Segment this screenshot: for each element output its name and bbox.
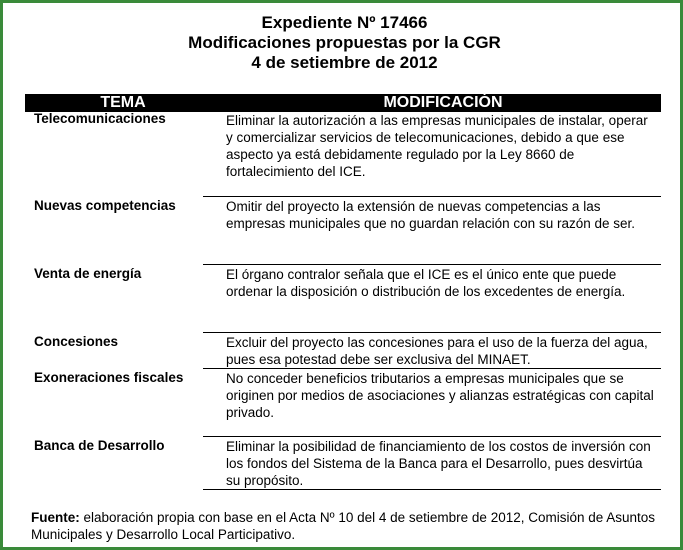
row-tema: Telecomunicaciones — [34, 111, 166, 126]
row-modificacion: Eliminar la posibilidad de financiamiento de los costos de inversión con los fondos del Sistema de la Banca para el Desarrollo, pues desvirtúa su propósito. — [226, 439, 651, 488]
row-divider — [203, 368, 661, 369]
header-tema: TEMA — [100, 94, 146, 111]
row-modificacion: Eliminar la autorización a las empresas municipales de instalar, operar y comercializar servicios de telecomunicaciones, debido a que ese aspecto ya está debidamente regulado por la Ley 8660 de fortalecimiento del ICE. — [226, 113, 648, 179]
row-tema: Concesiones — [34, 334, 119, 349]
source-label: Fuente: — [31, 510, 80, 525]
title-modificaciones: Modificaciones propuestas por la CGR — [188, 33, 501, 52]
title-date: 4 de setiembre de 2012 — [251, 53, 438, 72]
row-divider — [203, 489, 661, 490]
row-tema: Banca de Desarrollo — [34, 438, 165, 453]
row-modificacion: No conceder beneficios tributarios a empresas municipales que se originen por medios de asociaciones y alianzas estratégicas con capital privado. — [226, 371, 654, 420]
row-divider — [203, 332, 661, 333]
row-divider — [203, 264, 661, 265]
row-tema: Nuevas competencias — [34, 198, 176, 213]
row-divider — [203, 196, 661, 197]
row-tema: Venta de energía — [34, 266, 142, 281]
table-header — [25, 94, 661, 112]
source-note — [31, 509, 661, 543]
source-text: elaboración propia con base en el Acta Nº 10 del 4 de setiembre de 2012, Comisión de Asuntos Municipales y Desarrollo Local Participativo. — [31, 510, 656, 542]
row-modificacion: El órgano contralor señala que el ICE es el único ente que puede ordenar la disposición o distribución de los excedentes de energía. — [226, 267, 626, 299]
header-modificacion: MODIFICACIÓN — [383, 94, 503, 111]
row-modificacion: Excluir del proyecto las concesiones para el uso de la fuerza del agua, pues esa potestad debe ser exclusiva del MINAET. — [226, 335, 648, 367]
row-modificacion: Omitir del proyecto la extensión de nuevas competencias a las empresas municipales que no guardan relación con su razón de ser. — [226, 199, 635, 231]
title-expediente: Expediente Nº 17466 — [261, 13, 428, 32]
row-divider — [203, 436, 661, 437]
row-tema: Exoneraciones fiscales — [34, 370, 184, 385]
